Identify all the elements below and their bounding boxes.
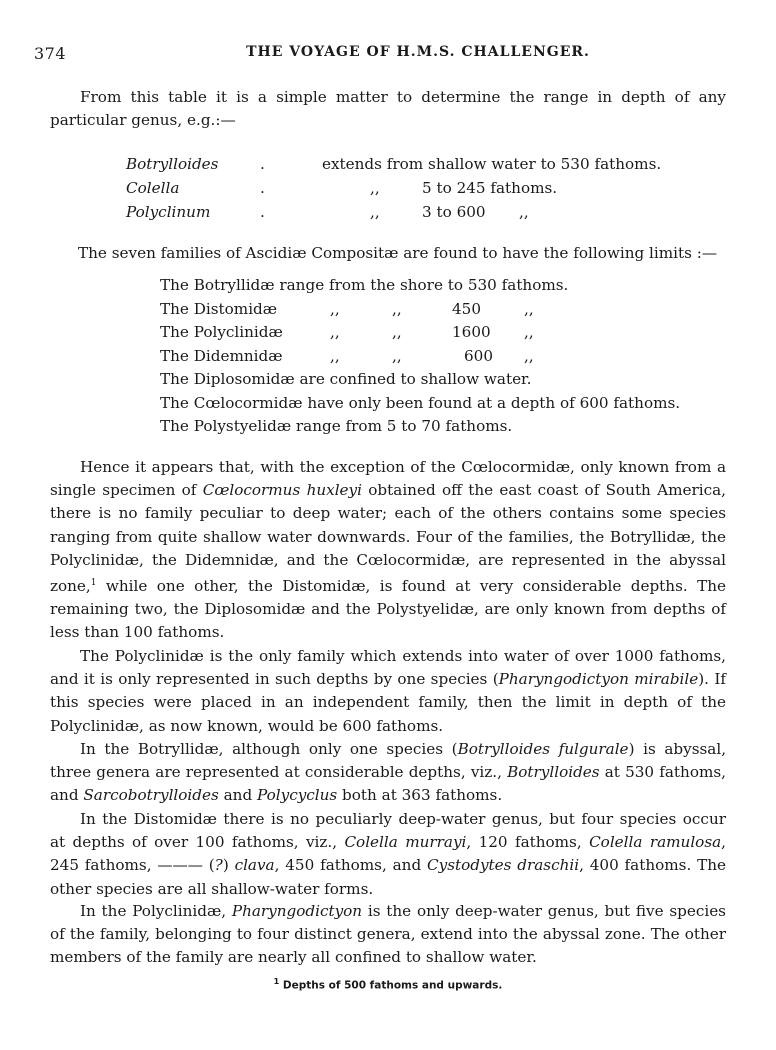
families-intro: The seven families of Ascidiæ Compositæ are found to have the following limits :— [78,244,718,262]
family-text: The Diplosomidæ are confined to shallow water. [160,370,532,388]
genus-name: Polyclinum [126,203,211,221]
footnote [0,977,776,992]
footnote-mark: 1 [273,977,280,986]
page-header [34,44,742,66]
species-name: Cystodytes draschii [427,856,580,875]
ditto-mark: ,, [524,299,534,318]
paragraph-hence: Hence it appears that, with the exception of the Cœlocormidæ, only known from a single specimen of Cœlocormus huxleyi obtained off the east coast of South America, there is no family peculiar to deep water; each of the others contains some species ranging from quite shallow water downwards. Four of the families, the Botryllidæ, the Polyclinidæ, the Didemnidæ, and the Cœlocormidæ, are represented in the abyssal zone,$^1$ while one other, the Distomidæ, is found at very considerable depths. The remaining two, the Diplosomidæ and the Polystyelidæ, are only known from depths of less than 100 fathoms. [50,458,727,642]
leader-dot: . [260,155,265,173]
ditto-mark: ,, [524,346,534,365]
genus-range: extends from shallow water to 530 fathoms. [322,155,662,173]
page-number: 374 [34,44,67,63]
family-name: The Didemnidæ [160,346,283,365]
species-name: clava [234,856,275,875]
ditto-mark: ,, [330,299,340,318]
family-name: The Distomidæ [160,299,278,318]
ditto-mark: ,, [519,203,529,221]
genus-name: Botrylloides [126,155,219,173]
leader-dot: . [260,179,265,197]
ditto-mark: ,, [370,203,380,221]
family-name: The Polyclinidæ [160,323,283,341]
ditto-mark: ,, [392,323,402,341]
ditto-mark: ,, [330,346,340,365]
family-text: The Polystyelidæ range from 5 to 70 fathoms. [160,417,513,435]
genus-name: Pharyngodictyon [231,902,363,920]
family-text: The Botryllidæ range from the shore to 530 fathoms. [160,276,569,294]
running-title: THE VOYAGE OF H.M.S. CHALLENGER. [246,44,590,60]
footnote-ref: 1 [90,578,97,589]
family-depth: 600 [464,346,493,365]
ditto-mark: ,, [330,323,340,341]
genus-name: Botrylloides [507,763,600,782]
species-name: Colella murrayi [344,833,467,852]
footnote-text: Depths of 500 fathoms and upwards. [279,979,503,992]
species-name: Cœlocormus huxleyi [202,481,362,500]
paragraph-botryllidae: In the Botryllidæ, although only one species (Botrylloides fulgurale) is abyssal, three genera are represented at considerable depths, viz., Botrylloides at 530 fathoms, and Sarcobotrylloides and Polycyclus both at 363 fathoms. [50,740,727,805]
families-list [0,274,776,444]
genus-range: 3 to 600 [422,203,486,221]
genus-name: Polycyclus [257,786,338,805]
species-name: Botrylloides fulgurale [457,740,629,758]
genus-name: Colella [126,179,180,197]
genus-range: 5 to 245 fathoms. [422,179,558,197]
ditto-mark: ,, [370,179,380,197]
species-name: Pharyngodictyon mirabile [498,670,699,689]
genus-name: Sarcobotrylloides [83,786,219,805]
paragraph-polyclinidae: The Polyclinidæ is the only family which extends into water of over 1000 fathoms, and it is only represented in such depths by one species (Pharyngodictyon mirabile). If this species were placed in an independent family, then the limit in depth of the Polyclinidæ, as now known, would be 600 fathoms. [50,647,726,735]
ditto-mark: ,, [392,299,402,318]
leader-dot: . [260,203,265,221]
ditto-mark: ,, [392,346,402,365]
family-text: The Cœlocormidæ have only been found at a depth of 600 fathoms. [160,393,681,412]
paragraph-polyclinidae-genera: In the Polyclinidæ, Pharyngodictyon is the only deep-water genus, but five species of the family, belonging to four distinct genera, extend into the abyssal zone. The other members of the family are nearly all confined to shallow water. [50,902,726,967]
intro-paragraph: From this table it is a simple matter to determine the range in depth of any particular genus, e.g.:— [50,88,726,130]
family-depth: 1600 [452,323,491,341]
family-depth: 450 [452,299,481,318]
paragraph-distomidae: In the Distomidæ there is no peculiarly deep-water genus, but four species occur at depths of over 100 fathoms, viz., Colella murrayi, 120 fathoms, Colella ramulosa, 245 fathoms, ——— (?) clava, 450 fathoms, and Cystodytes draschii, 400 fathoms. The other species are all shallow-water forms. [50,810,726,898]
ditto-mark: ,, [524,323,534,341]
species-name: Colella ramulosa [589,833,722,852]
